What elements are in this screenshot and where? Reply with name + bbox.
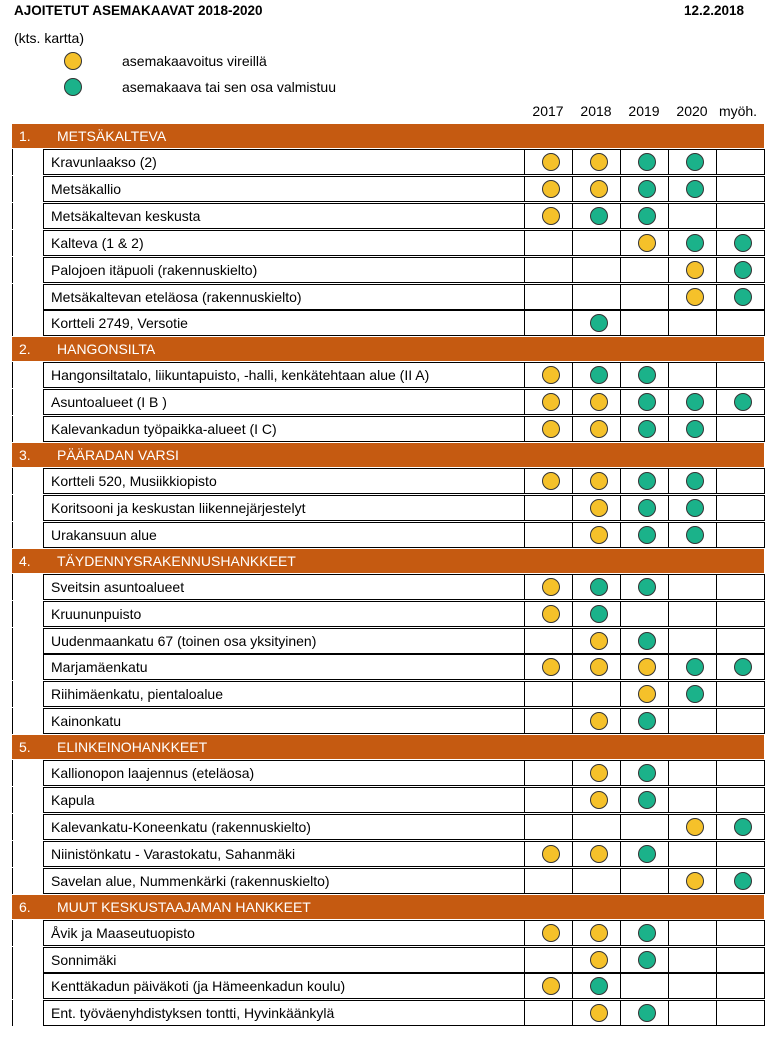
section-header <box>12 443 764 467</box>
yellow-circle-icon <box>590 764 608 782</box>
table-row <box>12 708 764 734</box>
year-cell <box>620 601 669 627</box>
table-row <box>12 601 764 627</box>
year-cell <box>716 760 765 786</box>
row-border <box>12 628 13 654</box>
project-name: Kortteli 2749, Versotie <box>51 315 188 332</box>
map-reference-note: (kts. kartta) <box>14 30 85 46</box>
project-name: Urakansuun alue <box>51 526 157 543</box>
table-row <box>12 416 764 442</box>
year-cell <box>668 574 717 600</box>
yellow-circle-icon <box>590 499 608 517</box>
project-name: Kruununpuisto <box>51 605 142 622</box>
row-border <box>12 841 13 867</box>
green-circle-icon <box>686 153 704 171</box>
year-cell <box>524 310 573 336</box>
section-title: METSÄKALTEVA <box>57 128 167 144</box>
section-header <box>12 735 764 759</box>
project-name: Kainonkatu <box>51 713 122 730</box>
section-title: PÄÄRADAN VARSI <box>57 447 179 463</box>
year-cell <box>716 787 765 813</box>
year-cell <box>524 868 573 894</box>
table-row <box>12 362 764 388</box>
column-header: 2019 <box>628 103 660 119</box>
row-border <box>12 310 13 336</box>
section-number: 2. <box>19 341 31 358</box>
green-circle-icon <box>686 472 704 490</box>
year-cell <box>716 947 765 973</box>
yellow-circle-icon <box>542 472 560 490</box>
row-border <box>12 787 13 813</box>
yellow-circle-icon <box>542 845 560 863</box>
project-name: Metsäkallio <box>51 180 122 197</box>
green-circle-icon <box>638 924 656 942</box>
year-cell <box>716 522 765 548</box>
year-cell <box>572 814 621 840</box>
row-border <box>12 389 13 415</box>
year-cell <box>572 257 621 283</box>
green-circle-icon <box>638 791 656 809</box>
page-title: AJOITETUT ASEMAKAAVAT 2018-2020 <box>14 3 263 18</box>
row-border <box>12 868 13 894</box>
year-cell <box>716 601 765 627</box>
project-name: Kravunlaakso (2) <box>51 154 157 170</box>
section-number: 1. <box>19 128 31 144</box>
row-border <box>12 920 13 946</box>
table-row <box>12 230 764 256</box>
project-name: Sonnimäki <box>51 951 117 968</box>
year-cell <box>524 230 573 256</box>
row-border <box>12 149 13 175</box>
project-name: Metsäkaltevan eteläosa (rakennuskielto) <box>51 288 302 305</box>
section-title: HANGONSILTA <box>57 341 156 358</box>
year-cell <box>668 787 717 813</box>
section-header <box>12 124 764 148</box>
year-cell <box>716 495 765 521</box>
project-name: Kortteli 520, Musiikkiopisto <box>51 473 217 489</box>
column-header: 2017 <box>532 103 564 119</box>
year-cell <box>668 1000 717 1026</box>
yellow-circle-icon <box>590 951 608 969</box>
row-border <box>12 230 13 256</box>
section-number: 6. <box>19 898 31 915</box>
table-row <box>12 787 764 813</box>
green-circle-icon <box>638 472 656 490</box>
project-name: Uudenmaankatu 67 (toinen osa yksityinen) <box>51 632 317 649</box>
row-border <box>12 416 13 442</box>
row-border <box>12 654 13 680</box>
row-border <box>12 601 13 627</box>
year-cell <box>716 416 765 442</box>
section-title: ELINKEINOHANKKEET <box>57 739 208 756</box>
table-row <box>12 841 764 867</box>
section-header <box>12 549 764 573</box>
legend-label: asemakaava tai sen osa valmistuu <box>122 79 336 95</box>
year-cell <box>572 284 621 310</box>
green-circle-icon <box>638 845 656 863</box>
green-circle-icon <box>686 180 704 198</box>
table-row <box>12 973 764 999</box>
green-circle-icon <box>638 180 656 198</box>
green-circle-icon <box>638 207 656 225</box>
year-cell <box>716 203 765 229</box>
year-header <box>0 103 782 123</box>
project-name: Kalevankatu-Koneenkatu (rakennuskielto) <box>51 818 311 835</box>
legend-label: asemakaavoitus vireillä <box>122 53 267 69</box>
table-row <box>12 257 764 283</box>
year-cell <box>524 947 573 973</box>
year-cell <box>524 522 573 548</box>
year-cell <box>524 284 573 310</box>
year-cell <box>572 230 621 256</box>
yellow-circle-icon <box>590 845 608 863</box>
row-border <box>12 257 13 283</box>
yellow-circle-icon <box>542 605 560 623</box>
yellow-circle-icon <box>686 261 704 279</box>
project-name: Koritsooni ja keskustan liikennejärjestelyt <box>51 499 306 516</box>
project-name: Kapula <box>51 792 95 808</box>
year-cell <box>620 284 669 310</box>
green-circle-icon <box>64 78 82 96</box>
year-cell <box>716 1000 765 1026</box>
row-border <box>12 681 13 707</box>
year-cell <box>524 681 573 707</box>
green-circle-icon <box>638 153 656 171</box>
year-cell <box>524 257 573 283</box>
row-border <box>12 495 13 521</box>
yellow-circle-icon <box>590 472 608 490</box>
yellow-circle-icon <box>590 420 608 438</box>
yellow-circle-icon <box>590 180 608 198</box>
table-row <box>12 681 764 707</box>
green-circle-icon <box>734 234 752 252</box>
table-row <box>12 176 764 202</box>
year-cell <box>524 1000 573 1026</box>
table-row <box>12 149 764 175</box>
year-cell <box>668 362 717 388</box>
year-cell <box>668 628 717 654</box>
project-name: Savelan alue, Nummenkärki (rakennuskielto) <box>51 872 330 889</box>
green-circle-icon <box>638 526 656 544</box>
year-cell <box>716 681 765 707</box>
row-border <box>12 1000 13 1026</box>
row-border <box>12 814 13 840</box>
row-border <box>12 468 13 494</box>
year-cell <box>620 973 669 999</box>
section-title: MUUT KESKUSTAAJAMAN HANKKEET <box>57 898 311 915</box>
year-cell <box>668 310 717 336</box>
table-row <box>12 310 764 336</box>
year-cell <box>668 601 717 627</box>
year-cell <box>716 920 765 946</box>
project-name: Marjamäenkatu <box>51 659 148 676</box>
year-cell <box>668 841 717 867</box>
year-cell <box>668 920 717 946</box>
green-circle-icon <box>734 261 752 279</box>
table-row <box>12 284 764 310</box>
column-header: 2020 <box>676 103 708 119</box>
table-row <box>12 203 764 229</box>
column-header: 2018 <box>580 103 612 119</box>
green-circle-icon <box>686 526 704 544</box>
row-border <box>12 574 13 600</box>
project-name: Asuntoalueet (I B ) <box>51 394 167 411</box>
year-cell <box>572 681 621 707</box>
row-border <box>12 522 13 548</box>
green-circle-icon <box>734 872 752 890</box>
year-cell <box>716 310 765 336</box>
table-row <box>12 389 764 415</box>
green-circle-icon <box>638 420 656 438</box>
yellow-circle-icon <box>542 180 560 198</box>
table-row <box>12 628 764 654</box>
year-cell <box>716 574 765 600</box>
yellow-circle-icon <box>686 288 704 306</box>
green-circle-icon <box>590 578 608 596</box>
green-circle-icon <box>638 951 656 969</box>
section-number: 3. <box>19 447 31 463</box>
year-cell <box>716 468 765 494</box>
green-circle-icon <box>590 605 608 623</box>
year-cell <box>524 760 573 786</box>
green-circle-icon <box>686 499 704 517</box>
year-cell <box>620 257 669 283</box>
green-circle-icon <box>638 499 656 517</box>
section-header <box>12 337 764 361</box>
year-cell <box>572 868 621 894</box>
table-row <box>12 814 764 840</box>
year-cell <box>524 708 573 734</box>
project-name: Kenttäkadun päiväkoti (ja Hämeenkadun koulu) <box>51 978 346 995</box>
year-cell <box>716 841 765 867</box>
table-row <box>12 654 764 680</box>
table-row <box>12 868 764 894</box>
row-border <box>12 947 13 973</box>
green-circle-icon <box>590 207 608 225</box>
yellow-circle-icon <box>590 924 608 942</box>
yellow-circle-icon <box>686 818 704 836</box>
year-cell <box>668 203 717 229</box>
project-name: Riihimäenkatu, pientaloalue <box>51 686 223 703</box>
table-row <box>12 522 764 548</box>
section-title: TÄYDENNYSRAKENNUSHANKKEET <box>57 552 296 569</box>
year-cell <box>716 362 765 388</box>
green-circle-icon <box>734 818 752 836</box>
yellow-circle-icon <box>686 872 704 890</box>
year-cell <box>716 708 765 734</box>
table-row <box>12 760 764 786</box>
row-border <box>12 973 13 999</box>
yellow-circle-icon <box>542 153 560 171</box>
green-circle-icon <box>638 764 656 782</box>
yellow-circle-icon <box>590 632 608 650</box>
yellow-circle-icon <box>542 578 560 596</box>
green-circle-icon <box>734 288 752 306</box>
year-cell <box>668 708 717 734</box>
year-cell <box>716 176 765 202</box>
year-cell <box>620 868 669 894</box>
yellow-circle-icon <box>542 420 560 438</box>
project-name: Palojoen itäpuoli (rakennuskielto) <box>51 261 258 278</box>
document-date: 12.2.2018 <box>684 3 745 18</box>
year-cell <box>716 628 765 654</box>
yellow-circle-icon <box>64 52 82 70</box>
section-number: 5. <box>19 739 31 756</box>
year-cell <box>524 787 573 813</box>
project-name: Kallionopon laajennus (eteläosa) <box>51 765 255 782</box>
project-name: Kalteva (1 & 2) <box>51 234 144 251</box>
year-cell <box>524 628 573 654</box>
yellow-circle-icon <box>638 234 656 252</box>
row-border <box>12 708 13 734</box>
project-name: Hangonsiltatalo, liikuntapuisto, -halli, kenkätehtaan alue (II A) <box>51 367 430 384</box>
legend-item-pending <box>64 50 267 72</box>
legend-item-complete <box>64 76 336 98</box>
table-row <box>12 574 764 600</box>
year-cell <box>668 760 717 786</box>
table-row <box>12 920 764 946</box>
table-row <box>12 1000 764 1026</box>
project-name: Metsäkaltevan keskusta <box>51 207 201 224</box>
row-border <box>12 284 13 310</box>
year-cell <box>620 310 669 336</box>
green-circle-icon <box>638 578 656 596</box>
yellow-circle-icon <box>542 924 560 942</box>
row-border <box>12 760 13 786</box>
green-circle-icon <box>686 234 704 252</box>
yellow-circle-icon <box>542 207 560 225</box>
yellow-circle-icon <box>590 153 608 171</box>
project-name: Kalevankadun työpaikka-alueet (I C) <box>51 421 277 438</box>
row-border <box>12 203 13 229</box>
row-border <box>12 176 13 202</box>
table-row <box>12 495 764 521</box>
row-border <box>12 362 13 388</box>
project-name: Ent. työväenyhdistyksen tontti, Hyvinkäänkylä <box>51 1005 335 1022</box>
year-cell <box>524 814 573 840</box>
project-name: Sveitsin asuntoalueet <box>51 578 185 595</box>
project-name: Åvik ja Maaseutuopisto <box>51 924 195 941</box>
year-cell <box>620 814 669 840</box>
green-circle-icon <box>686 420 704 438</box>
year-cell <box>668 973 717 999</box>
column-header: myöh. <box>718 103 758 119</box>
year-cell <box>716 149 765 175</box>
table-row <box>12 947 764 973</box>
year-cell <box>668 947 717 973</box>
yellow-circle-icon <box>590 791 608 809</box>
table-row <box>12 468 764 494</box>
project-name: Niinistönkatu - Varastokatu, Sahanmäki <box>51 845 296 862</box>
green-circle-icon <box>638 632 656 650</box>
section-header <box>12 895 764 919</box>
section-number: 4. <box>19 552 31 569</box>
year-cell <box>716 973 765 999</box>
yellow-circle-icon <box>590 526 608 544</box>
year-cell <box>524 495 573 521</box>
